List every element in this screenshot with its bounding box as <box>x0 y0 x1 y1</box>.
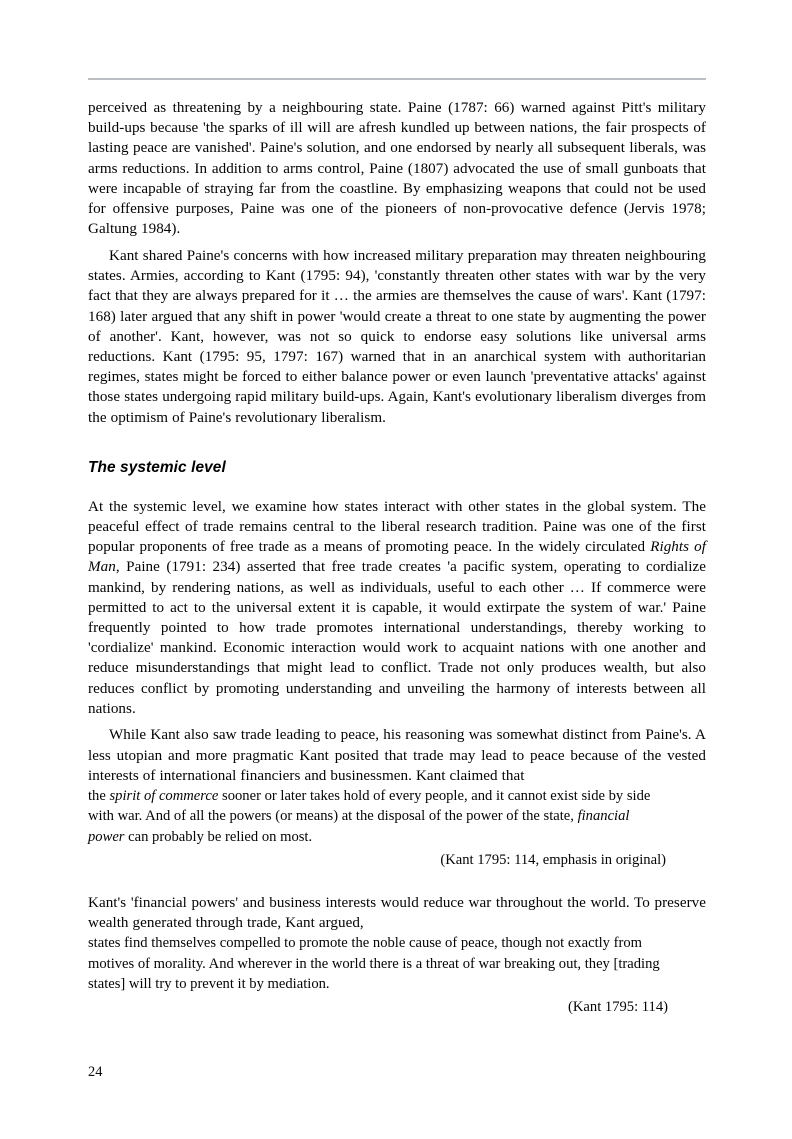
page-text-block <box>88 78 706 1017</box>
paragraph-3-text-b: , Paine (1791: 234) asserted that free trade creates 'a pacific system, operating to cordialize mankind, by rendering nations, as well as individuals, useful to each other … If commerce were permitted to act to the universal extent it is capable, it would extirpate the system of war.' Paine frequently pointed to how trade promotes international understandings, thereby working to 'cordialize' mankind. Economic interaction would work to acquaint nations with one another and reduce misunderstandings that might lead to conflict. Trade not only produces wealth, but also reduces conflict by promoting understanding and unveiling the harmony of interests between all nations. <box>88 559 706 717</box>
block-quote-1-text-a: the <box>88 788 110 805</box>
paragraph-block-3 <box>88 497 706 719</box>
paragraph-3-text-a: At the systemic level, we examine how states interact with other states in the global system. The peaceful effect of trade remains central to the liberal research tradition. Paine was one of the first popular proponents of free trade as a means of promoting peace. In the widely circulated <box>88 498 706 556</box>
block-quote-1-text-b: sooner or later takes hold of every people, and it cannot exist side by side with war. And of all the powers (or means) at the disposal of the power of the state, <box>88 788 651 825</box>
block-quote-2 <box>88 933 668 1017</box>
paragraph-4: While Kant also saw trade leading to peace, his reasoning was somewhat distinct from Paine's. A less utopian and more pragmatic Kant posited that trade may lead to peace because of the vested interests of international financiers and businessmen. Kant claimed that <box>88 727 706 784</box>
section-heading-the-systemic-level: The systemic level <box>88 458 226 476</box>
block-quote-1 <box>88 786 666 870</box>
paragraph-2: Kant shared Paine's concerns with how increased military preparation may threaten neighbouring states. Armies, according to Kant (1795: 94), 'constantly threaten other states with war by the very fact that they are always prepared for it … the armies are themselves the cause of wars'. Kant (1797: 168) later argued that any shift in power 'would create a threat to one state by augmenting the power of another'. Kant, however, was not so quick to endorse easy solutions like universal arms reductions. Kant (1795: 95, 1797: 167) warned that in an anarchical system with authoritarian regimes, states might be forced to either balance power or even launch 'preventative attacks' against those states undergoing rapid military build-ups. Again, Kant's evolutionary liberalism diverges from the optimism of Paine's revolutionary liberalism. <box>88 247 706 426</box>
block-quote-1-citation: (Kant 1795: 114, emphasis in original) <box>440 851 666 868</box>
block-quote-1-emphasis-financial-power: financial power <box>88 808 630 845</box>
paragraph-block-4 <box>88 725 706 786</box>
paragraph-1: perceived as threatening by a neighbouring state. Paine (1787: 66) warned against Pitt's military build-ups because 'the sparks of ill will are afresh kundled up between nations, the fair prospects of lasting peace are vanished'. Paine's solution, and one endorsed by nearly all subsequent liberals, was arms reductions. In addition to arms control, Paine (1807) advocated the use of small gunboats that were incapable of straying far from the coastline. By emphasizing weapons that could not be used for offensive purposes, Paine was one of the pioneers of non-provocative defence (Jervis 1978; Galtung 1984). <box>88 100 706 238</box>
paragraph-block-5 <box>88 893 706 933</box>
block-quote-1-emphasis-spirit-of-commerce: spirit of commerce <box>109 788 219 805</box>
paragraph-block-2 <box>88 246 706 428</box>
block-quote-1-text-c: can probably be relied on most. <box>124 828 313 845</box>
paragraph-3 <box>88 497 706 719</box>
block-quote-2-citation: (Kant 1795: 114) <box>568 998 668 1015</box>
page-number: 24 <box>88 1064 103 1080</box>
paragraph-block-1 <box>88 98 706 239</box>
header-rule <box>88 78 706 80</box>
block-quote-1-text <box>88 786 666 847</box>
paragraph-3-title-rights-of-man: Rights of Man <box>88 539 706 576</box>
block-quote-2-text: states find themselves compelled to promote the noble cause of peace, though not exactly from motives of morality. And wherever in the world there is a threat of war breaking out, they [trading states] will try to prevent it by mediation. <box>88 935 660 992</box>
paragraph-5: Kant's 'financial powers' and business interests would reduce war throughout the world. To preserve wealth generated through trade, Kant argued, <box>88 894 706 932</box>
